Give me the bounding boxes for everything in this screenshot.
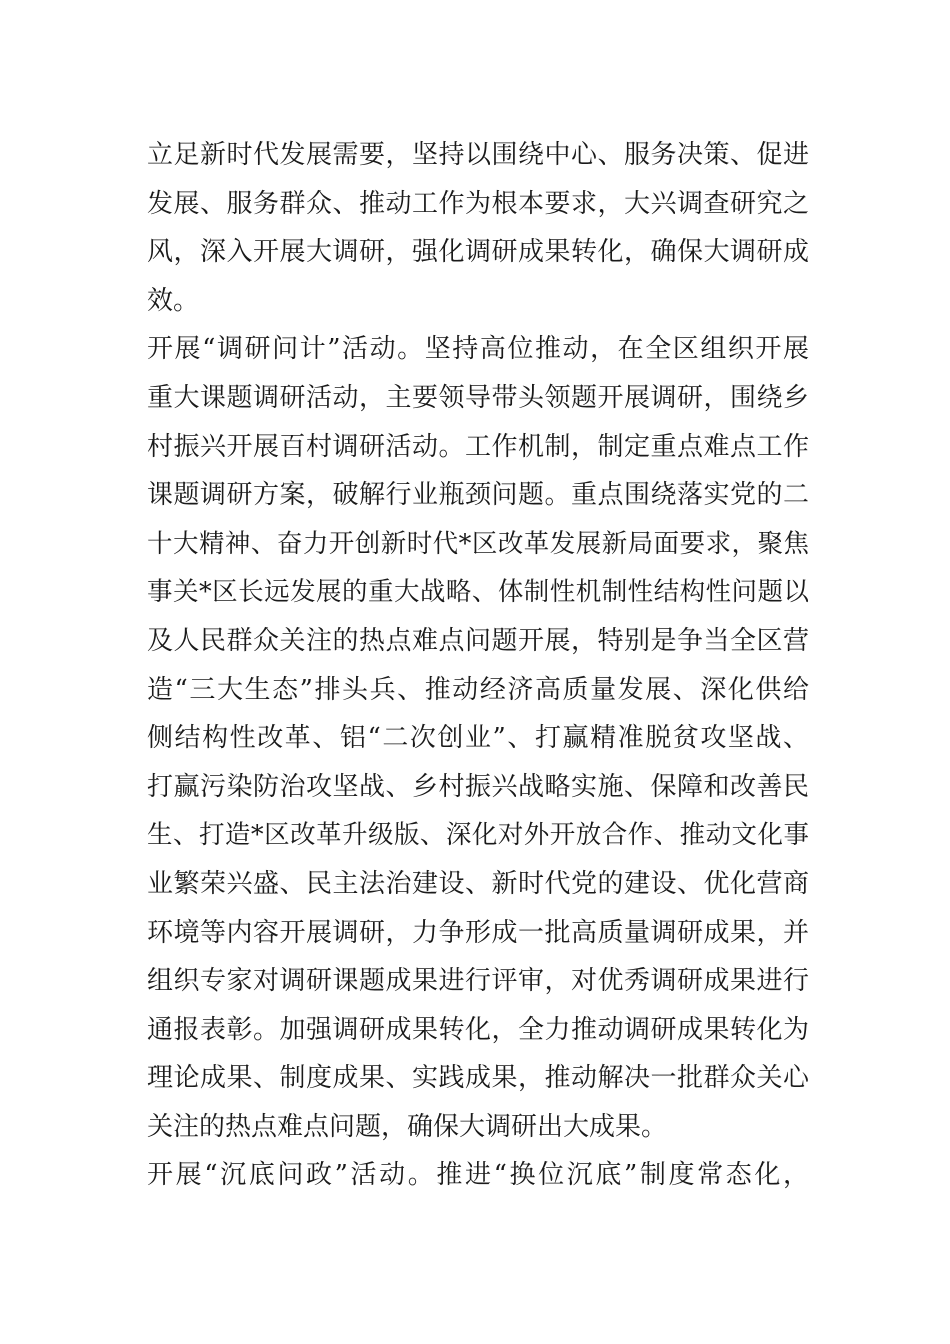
text-line: 及人民群众关注的热点难点问题开展，特别是争当全区营: [147, 625, 809, 656]
text-line: 业繁荣兴盛、民主法治建设、新时代党的建设、优化营商: [147, 868, 809, 899]
text-line: 效。: [147, 285, 200, 316]
text-line: 立足新时代发展需要，坚持以围绕中心、服务决策、促进: [147, 140, 809, 170]
text-line: 打赢污染防治攻坚战、乡村振兴战略实施、保障和改善民: [147, 771, 809, 802]
text-line: 生、打造*区改革升级版、深化对外开放合作、推动文化事: [147, 820, 809, 851]
text-line: 关注的热点难点问题，确保大调研出大成果。: [147, 1111, 668, 1142]
text-line: 理论成果、制度成果、实践成果，推动解决一批群众关心: [147, 1063, 809, 1094]
text-line: 课题调研方案，破解行业瓶颈问题。重点围绕落实党的二: [147, 480, 809, 511]
text-line: 组织专家对调研课题成果进行评审，对优秀调研成果进行: [147, 966, 809, 997]
text-line: 侧结构性改革、铝“二次创业”、打赢精准脱贫攻坚战、: [147, 723, 809, 754]
text-line: 事关*区长远发展的重大战略、体制性机制性结构性问题以: [147, 577, 809, 608]
text-line: 发展、服务群众、推动工作为根本要求，大兴调查研究之: [147, 188, 809, 219]
text-line: 村振兴开展百村调研活动。工作机制，制定重点难点工作: [147, 431, 809, 462]
text-line: 通报表彰。加强调研成果转化，全力推动调研成果转化为: [147, 1014, 809, 1045]
text-line: 开展“调研问计”活动。坚持高位推动，在全区组织开展: [147, 334, 809, 365]
text-line: 重大课题调研活动，主要领导带头领题开展调研，围绕乡: [147, 382, 809, 413]
text-line: 环境等内容开展调研，力争形成一批高质量调研成果，并: [147, 917, 809, 948]
text-line: 十大精神、奋力开创新时代*区改革发展新局面要求，聚焦: [147, 528, 809, 559]
text-line: 造“三大生态”排头兵、推动经济高质量发展、深化供给: [147, 674, 809, 705]
text-line: 风，深入开展大调研，强化调研成果转化，确保大调研成: [147, 237, 809, 268]
body-text: [147, 131, 809, 1200]
text-line: 开展“沉底问政”活动。推进“换位沉底”制度常态化，: [147, 1160, 809, 1191]
